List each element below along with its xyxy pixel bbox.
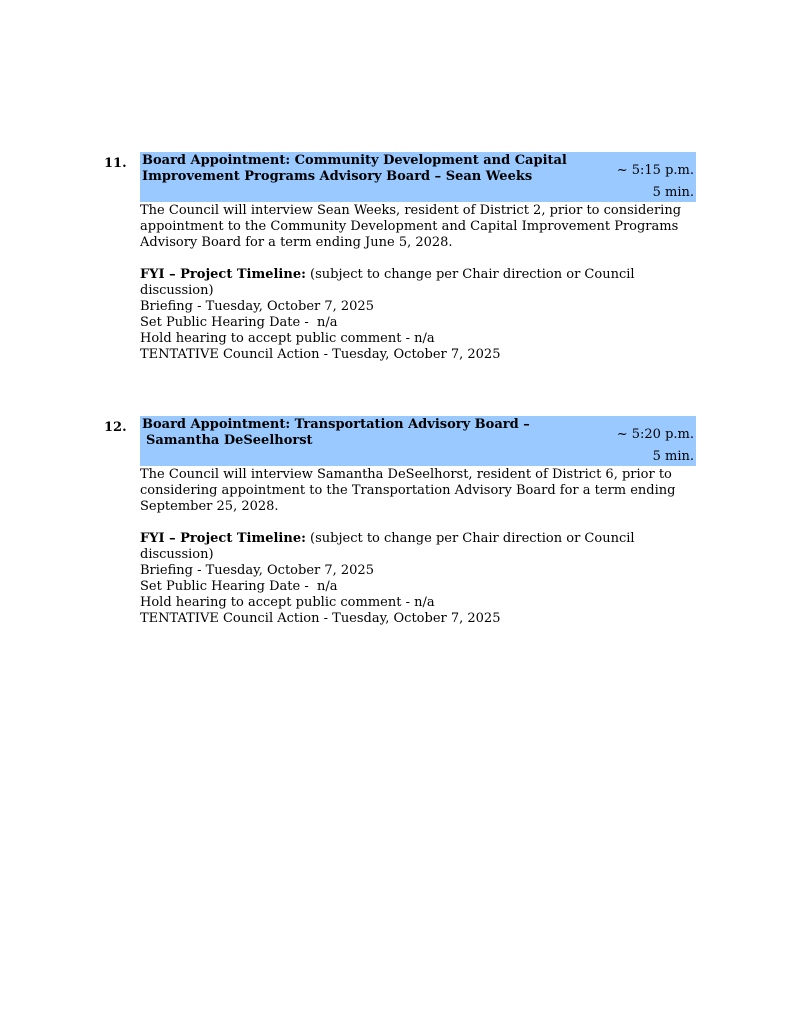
timeline-hold-hearing: Hold hearing to accept public comment - n/a (140, 595, 435, 610)
item-duration: 5 min. (652, 185, 694, 200)
item-body (140, 203, 700, 363)
item-description: The Council will interview Sean Weeks, resident of District 2, prior to considering appointment to the Community Development and Capital Improvement Programs Advisory Board for a term ending June 5, 2028. (140, 203, 682, 250)
item-time: ~ 5:20 p.m. (616, 427, 694, 442)
timeline-council-action: TENTATIVE Council Action - Tuesday, October 7, 2025 (140, 611, 501, 626)
item-title (142, 417, 582, 449)
item-header-highlight (140, 152, 696, 202)
item-description: The Council will interview Samantha DeSeelhorst, resident of District 6, prior to considering appointment to the Transportation Advisory Board for a term ending September 25, 2028. (140, 467, 676, 514)
timeline-hold-hearing: Hold hearing to accept public comment - n/a (140, 331, 435, 346)
fyi-note: (subject to change per Chair direction or Council discussion) (140, 531, 635, 562)
item-duration: 5 min. (652, 449, 694, 464)
timeline-council-action: TENTATIVE Council Action - Tuesday, October 7, 2025 (140, 347, 501, 362)
fyi-label: FYI – Project Timeline: (140, 267, 306, 282)
fyi-note: (subject to change per Chair direction or Council discussion) (140, 267, 635, 298)
item-title (142, 153, 582, 185)
item-time: ~ 5:15 p.m. (616, 163, 694, 178)
item-title-line-1: Board Appointment: Community Development and Capital (142, 153, 567, 168)
timeline-briefing: Briefing - Tuesday, October 7, 2025 (140, 299, 374, 314)
timeline-briefing: Briefing - Tuesday, October 7, 2025 (140, 563, 374, 578)
fyi-line (140, 267, 700, 299)
item-title-line-1: Board Appointment: Transportation Advisory Board – (142, 417, 530, 432)
fyi-line (140, 531, 700, 563)
item-title-line-2: Samantha DeSeelhorst (146, 433, 313, 448)
item-header-highlight (140, 416, 696, 466)
item-number: 11. (104, 156, 127, 171)
item-title-line-2: Improvement Programs Advisory Board – Sean Weeks (142, 169, 533, 184)
timeline-set-hearing: Set Public Hearing Date - n/a (140, 315, 338, 330)
timeline-set-hearing: Set Public Hearing Date - n/a (140, 579, 338, 594)
item-number: 12. (104, 420, 127, 435)
item-body (140, 467, 700, 627)
fyi-label: FYI – Project Timeline: (140, 531, 306, 546)
